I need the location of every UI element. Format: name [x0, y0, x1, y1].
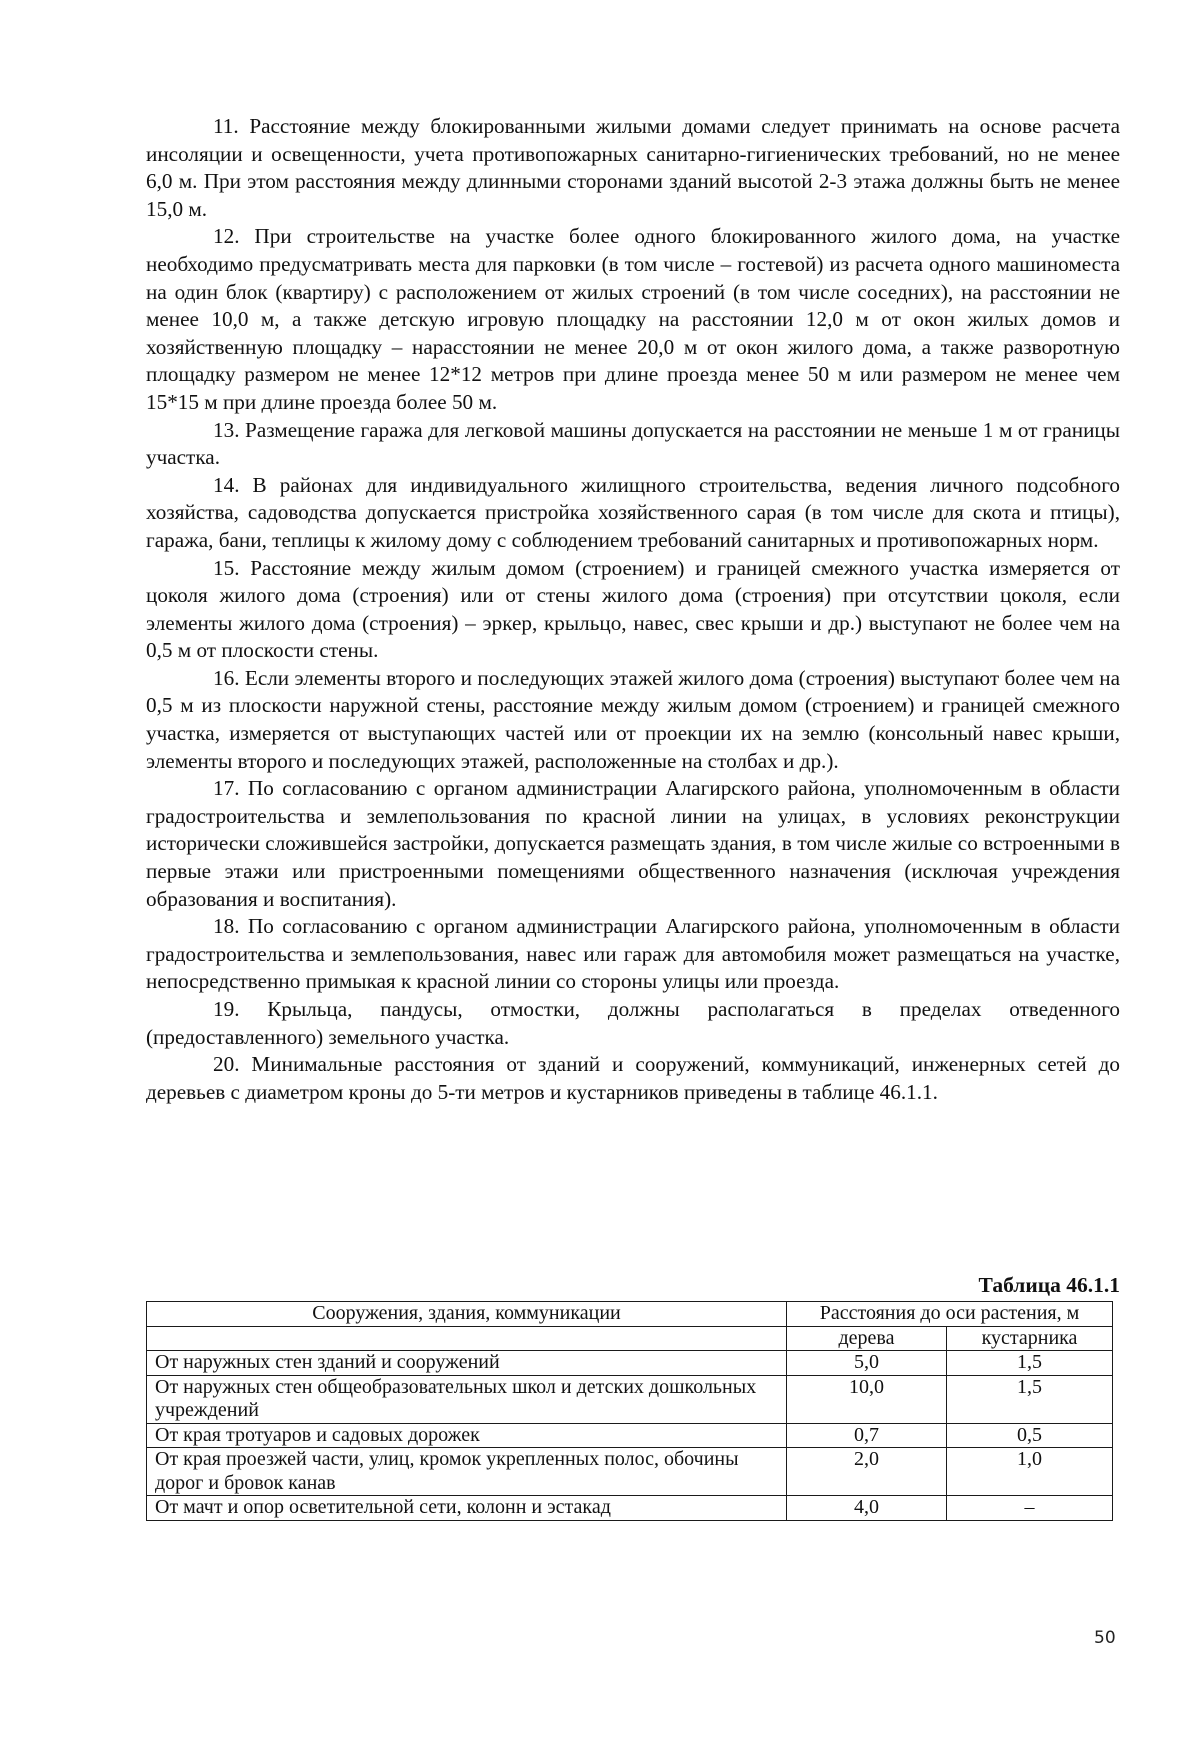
table-row [147, 1423, 1113, 1448]
paragraph-13: 13. Размещение гаража для легковой машины допускается на расстоянии не меньше 1 м от границы участка. [146, 417, 1120, 470]
subheader-tree: дерева [787, 1326, 947, 1351]
row-shrub-distance: – [947, 1496, 1113, 1521]
row-tree-distance: 0,7 [787, 1423, 947, 1448]
row-shrub-distance: 1,5 [947, 1375, 1113, 1423]
row-shrub-distance: 1,0 [947, 1448, 1113, 1496]
row-name: От края тротуаров и садовых дорожек [147, 1423, 787, 1448]
paragraph-19: 19. Крыльца, пандусы, отмостки, должны располагаться в пределах отведенного (предоставленного) земельного участка. [146, 997, 1120, 1049]
paragraph-11: 11. Расстояние между блокированными жилыми домами следует принимать на основе расчета инсоляции и освещенности, учета противопожарных санитарно-гигиенических требований, но не менее 6,0 м. При этом расстояния между длинными сторонами зданий высотой 2-3 этажа должны быть не менее 15,0 м. [146, 114, 1120, 221]
paragraph-15: 15. Расстояние между жилым домом (строением) и границей смежного участка измеряется от цоколя жилого дома (строения) или от стены жилого дома (строения) при отсутствии цоколя, если элементы жилого дома (строения) – эркер, крыльцо, навес, свес крыши и др.) выступают не более чем на 0,5 м от плоскости стены. [146, 555, 1120, 663]
row-tree-distance: 2,0 [787, 1448, 947, 1496]
row-name: От наружных стен зданий и сооружений [147, 1351, 787, 1376]
subheader-shrub: кустарника [947, 1326, 1113, 1351]
row-tree-distance: 10,0 [787, 1375, 947, 1423]
table-row [147, 1496, 1113, 1521]
paragraph-14: 14. В районах для индивидуального жилищного строительства, ведения личного подсобного хозяйства, садоводства допускается пристройка хозяйственного сарая (в том числе для скота и птицы), гаража, бани, теплицы к жилому дому с соблюдением требований санитарных и противопожарных норм. [146, 472, 1120, 552]
row-name: От мачт и опор осветительной сети, колонн и эстакад [147, 1496, 787, 1521]
row-shrub-distance: 0,5 [947, 1423, 1113, 1448]
header-structures: Сооружения, здания, коммуникации [147, 1302, 787, 1327]
row-tree-distance: 4,0 [787, 1496, 947, 1521]
document-body [146, 113, 1120, 1106]
row-tree-distance: 5,0 [787, 1351, 947, 1376]
paragraph-18: 18. По согласованию с органом администрации Алагирского района, уполномоченным в области градостроительства и землепользования, навес или гараж для автомобиля может размещаться на участке, непосредственно примыкая к красной линии со стороны улицы или проезда. [146, 914, 1120, 994]
paragraph-17: 17. По согласованию с органом администрации Алагирского района, уполномоченным в области градостроительства и землепользования по красной линии на улицах, в условиях реконструкции исторически сложившейся застройки, допускается размещать здания, в том числе жилые со встроенными в первые этажи или пристроенными помещениями общественного назначения (исключая учреждения образования и воспитания). [146, 776, 1120, 911]
paragraph-20: 20. Минимальные расстояния от зданий и сооружений, коммуникаций, инженерных сетей до деревьев с диаметром кроны до 5-ти метров и кустарников приведены в таблице 46.1.1. [146, 1052, 1120, 1104]
row-name: От края проезжей части, улиц, кромок укрепленных полос, обочины дорог и бровок канав [147, 1448, 787, 1496]
paragraph-12: 12. При строительстве на участке более одного блокированного жилого дома, на участке необходимо предусматривать места для парковки (в том числе – гостевой) из расчета одного машиноместа на один блок (квартиру) с расположением от жилых строений (в том числе соседних), на расстоянии не менее 10,0 м, а также детскую игровую площадку на расстоянии 12,0 м от окон жилых домов и хозяйственную площадку – нарасстоянии не менее 20,0 м от окон жилого дома, а также разворотную площадку размером не менее 12*12 метров при длине проезда менее 50 м или размером не менее чем 15*15 м при длине проезда более 50 м. [146, 224, 1120, 414]
subheader-empty [147, 1326, 787, 1351]
distances-table [146, 1301, 1113, 1521]
row-name: От наружных стен общеобразовательных школ и детских дошкольных учреждений [147, 1375, 787, 1423]
page-number: 50 [1094, 1628, 1116, 1648]
table-subheader-row [147, 1326, 1113, 1351]
table-row [147, 1351, 1113, 1376]
table-caption: Таблица 46.1.1 [978, 1273, 1120, 1297]
row-shrub-distance: 1,5 [947, 1351, 1113, 1376]
table-row [147, 1375, 1113, 1423]
table-header-row [147, 1302, 1113, 1327]
table-row [147, 1448, 1113, 1496]
header-distance-group: Расстояния до оси растения, м [787, 1302, 1113, 1327]
paragraph-16: 16. Если элементы второго и последующих этажей жилого дома (строения) выступают более чем на 0,5 м из плоскости наружной стены, расстояние между жилым домом (строением) и границей смежного участка, измеряется от выступающих частей или от проекции их на землю (консольный навес крыши, элементы второго и последующих этажей, расположенные на столбах и др.). [146, 665, 1120, 773]
